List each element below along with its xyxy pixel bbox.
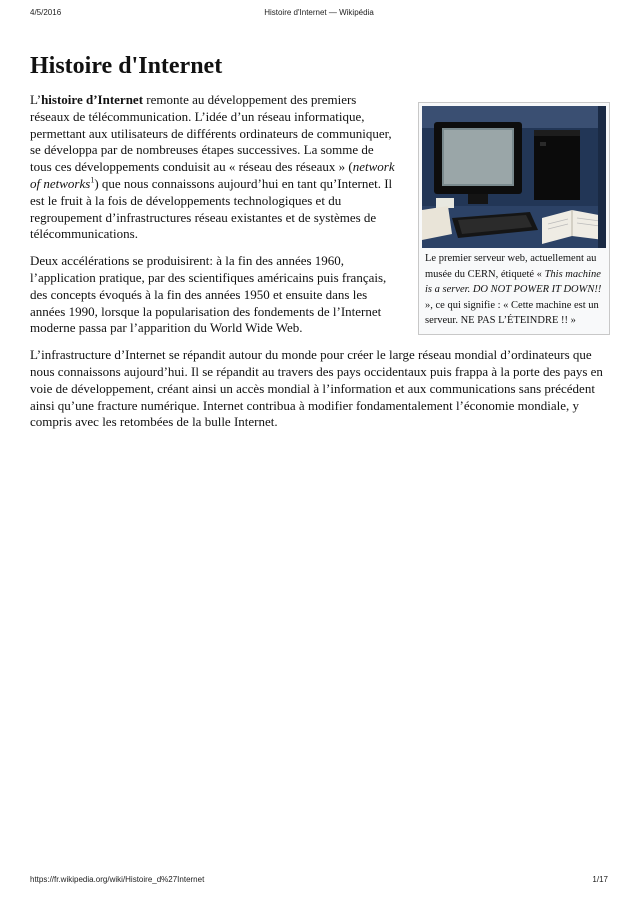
- intro-italic-term: network of networks: [30, 159, 395, 191]
- nextcube-server-photo: [422, 106, 606, 248]
- caption-text-b: », ce qui signifie : « Cette machine est un serveur. NE PAS L’ÉTEINDRE !! »: [425, 299, 599, 327]
- intro-bold-term: histoire d’Internet: [41, 92, 144, 107]
- print-header: [30, 8, 608, 20]
- intro-text-b: ) que nous connaissons aujourd’hui en tant qu’Internet. Il est le fruit à la fois de développements technologiques et du regroupement d’infrastructures réseau existantes et de systèmes de télécommunications.: [30, 175, 393, 242]
- figure-thumbnail: [418, 102, 610, 335]
- print-page-number: 1/17: [592, 875, 608, 884]
- article-content: [30, 48, 610, 441]
- print-url: https://fr.wikipedia.org/wiki/Histoire_d%27Internet: [30, 875, 205, 884]
- intro-prefix: L’: [30, 92, 42, 107]
- paragraph-infrastructure: L’infrastructure d’Internet se répandit autour du monde pour créer le large réseau mondial d’ordinateurs que nous connaissons aujourd’hui. Il se répandit au travers des pays occidentaux puis frappa à la porte des pays en voie de développement, créant ainsi un accès mondial à l’information et aux communications sans précédent ainsi qu’une fracture numérique. Internet contribua à modifier fondamentalement l’économie mondiale, y compris avec les retombées de la bulle Internet.: [30, 347, 603, 430]
- caption-text-a: Le premier serveur web, actuellement au musée du CERN, étiqueté «: [425, 253, 597, 280]
- print-page-title: Histoire d'Internet — Wikipédia: [264, 8, 374, 17]
- intro-text-a: remonte au développement des premiers réseaux de télécommunication. L’idée d’un réseau informatique, permettant aux utilisateurs de différents ordinateurs de communiquer, se développa par de nombreuses étapes successives. La somme de tous ces développements conduisit au « réseau des réseaux » (: [30, 92, 392, 175]
- caption-italic: This machine is a server. DO NOT POWER IT DOWN!!: [425, 268, 602, 296]
- print-footer: [30, 875, 608, 887]
- print-date: 4/5/2016: [30, 8, 62, 17]
- article-title: Histoire d'Internet: [30, 53, 223, 79]
- figure-caption: [422, 248, 606, 331]
- footnote-ref-1[interactable]: 1: [90, 175, 95, 185]
- paragraph-accelerations: Deux accélérations se produisirent: à la fin des années 1960, l’application pratique, par des scientifiques américains puis français, des concepts évoqués à la fin des années 1950 et ensuite dans les années 1990, lorsque la popularisation des fondements de l’Internet moderne passa par l’apparition du World Wide Web.: [30, 253, 387, 336]
